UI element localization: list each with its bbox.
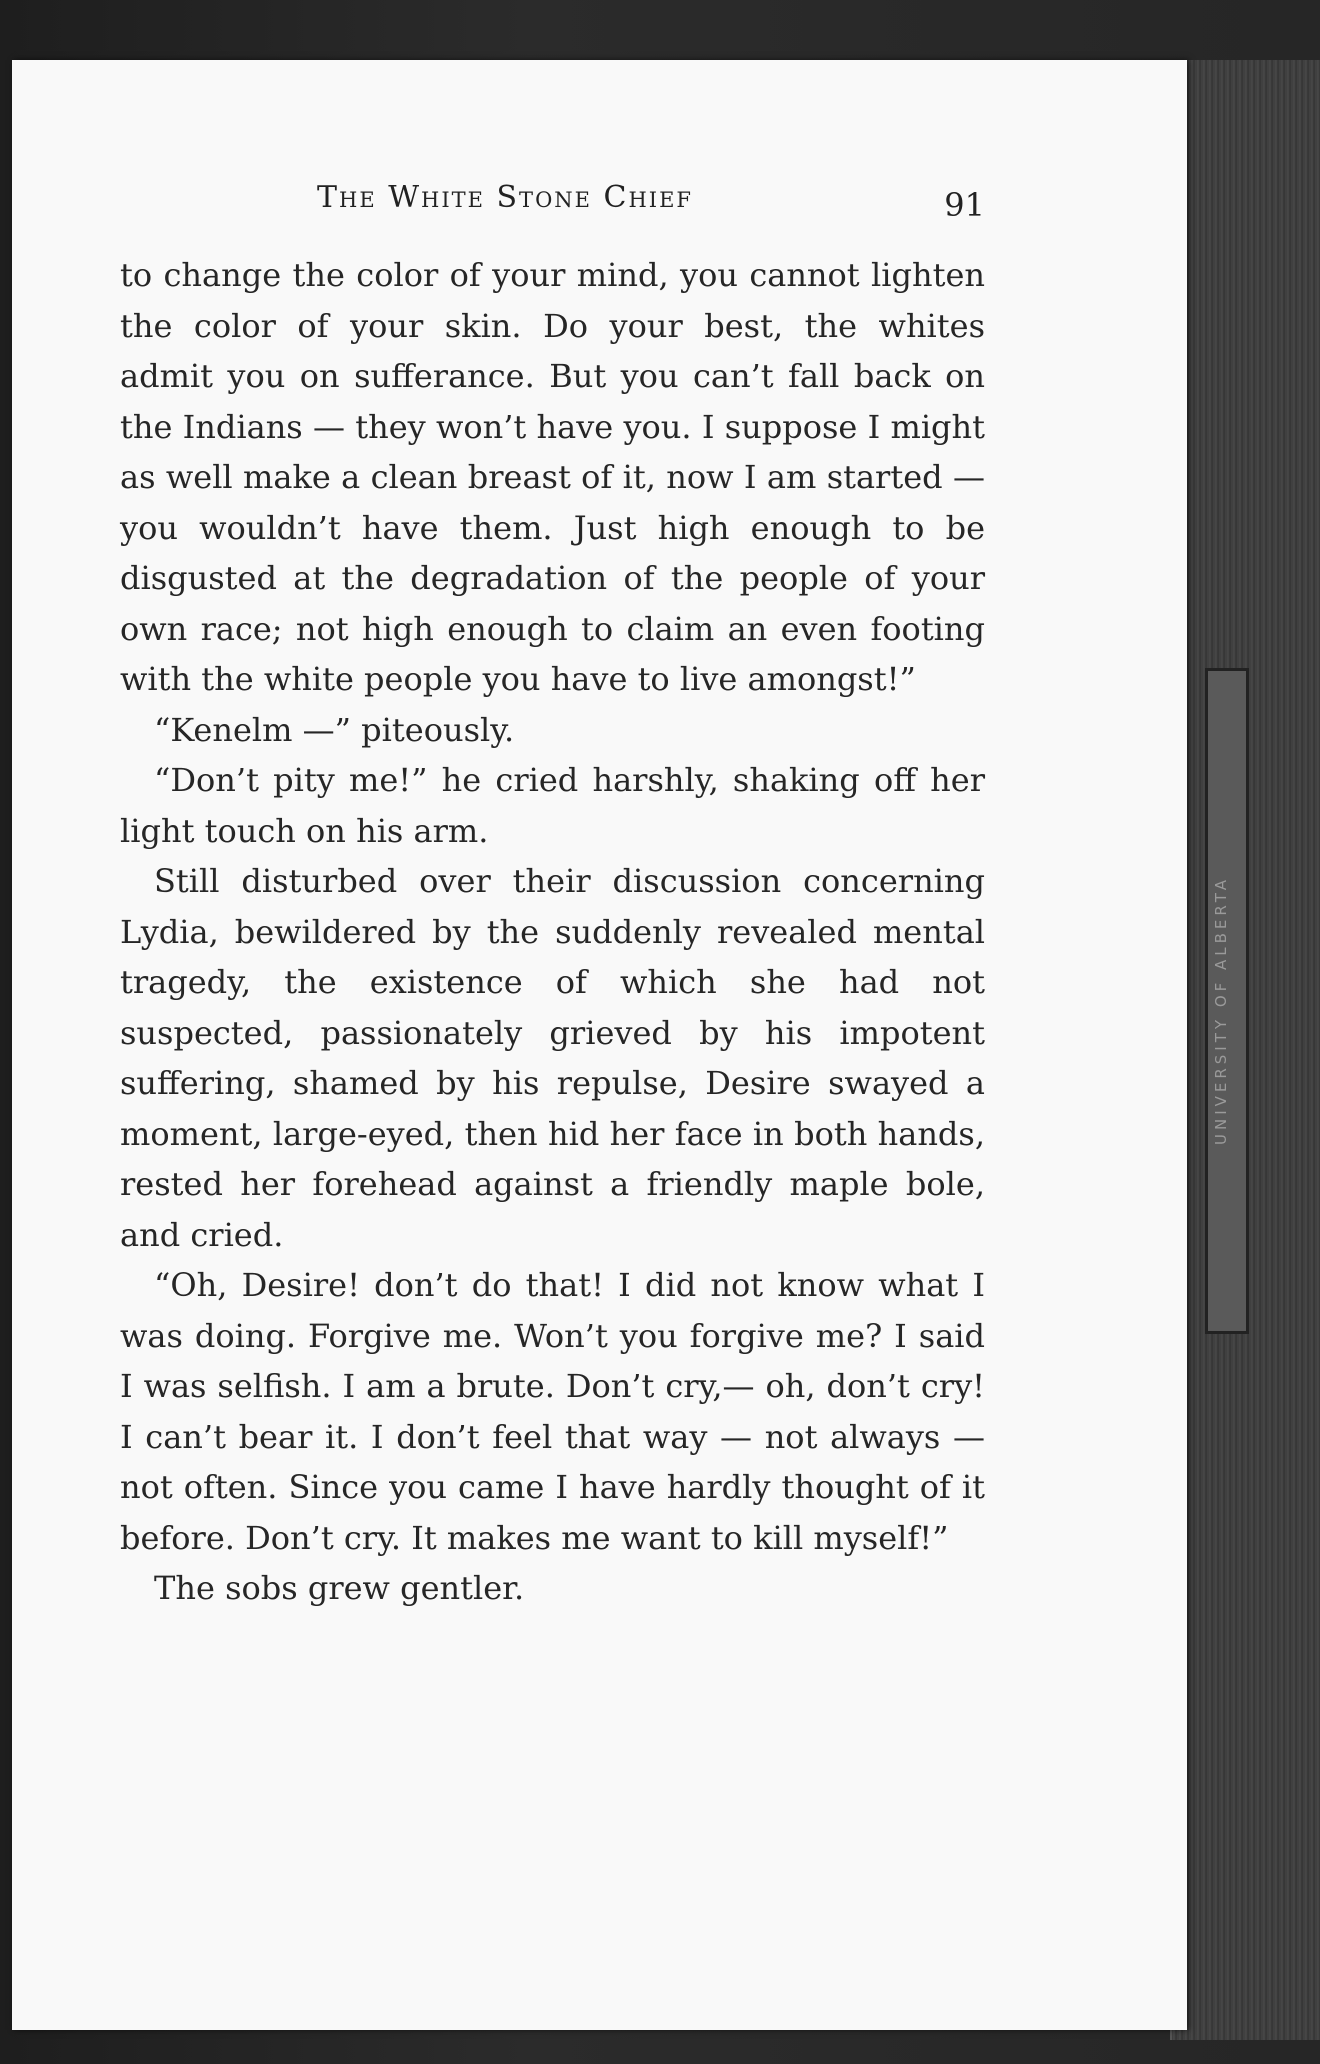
paragraph: to change the color of your mind, you cannot lighten the color of your skin. Do your best, the whites admit you on sufferance. But you can’t fall back on the Indians — they won’t have you. I suppose I might as well make a clean breast of it, now I am started — you wouldn’t have them. Just high enough to be disgusted at the degradation of the people of your own race; not high enough to claim an even footing with the white people you have to live amongst!”	[120, 256, 985, 698]
paragraph: “Don’t pity me!” he cried harshly, shaking off her light touch on his arm.	[120, 761, 985, 850]
running-head	[120, 180, 985, 240]
page-content	[120, 180, 985, 1614]
paragraph: “Kenelm —” piteously.	[154, 710, 515, 749]
spine-label-text: UNIVERSITY OF ALBERTA	[1212, 875, 1230, 1145]
paragraph: The sobs grew gentler.	[154, 1569, 525, 1607]
book-page	[12, 60, 1187, 2030]
running-head-title: The White Stone Chief	[317, 180, 693, 215]
paragraph: Still disturbed over their discussion concerning Lydia, bewildered by the suddenly revealed mental tragedy, the existence of which she had not suspected, passionately grieved by his impotent suffering, shamed by his repulse, Desire swayed a moment, large-eyed, then hid her face in both hands, rested her forehead against a friendly maple bole, and cried.	[120, 862, 985, 1254]
paragraph: “Oh, Desire! don’t do that! I did not know what I was doing. Forgive me. Won’t you forgive me? I said I was selfish. I am a brute. Don’t cry,— oh, don’t cry! I can’t bear it. I don’t feel that way — not always — not often. Since you came I have hardly thought of it before. Don’t cry. It makes me want to kill myself!”	[120, 1266, 985, 1557]
page-number: 91	[944, 186, 985, 224]
body-text	[120, 250, 985, 1614]
